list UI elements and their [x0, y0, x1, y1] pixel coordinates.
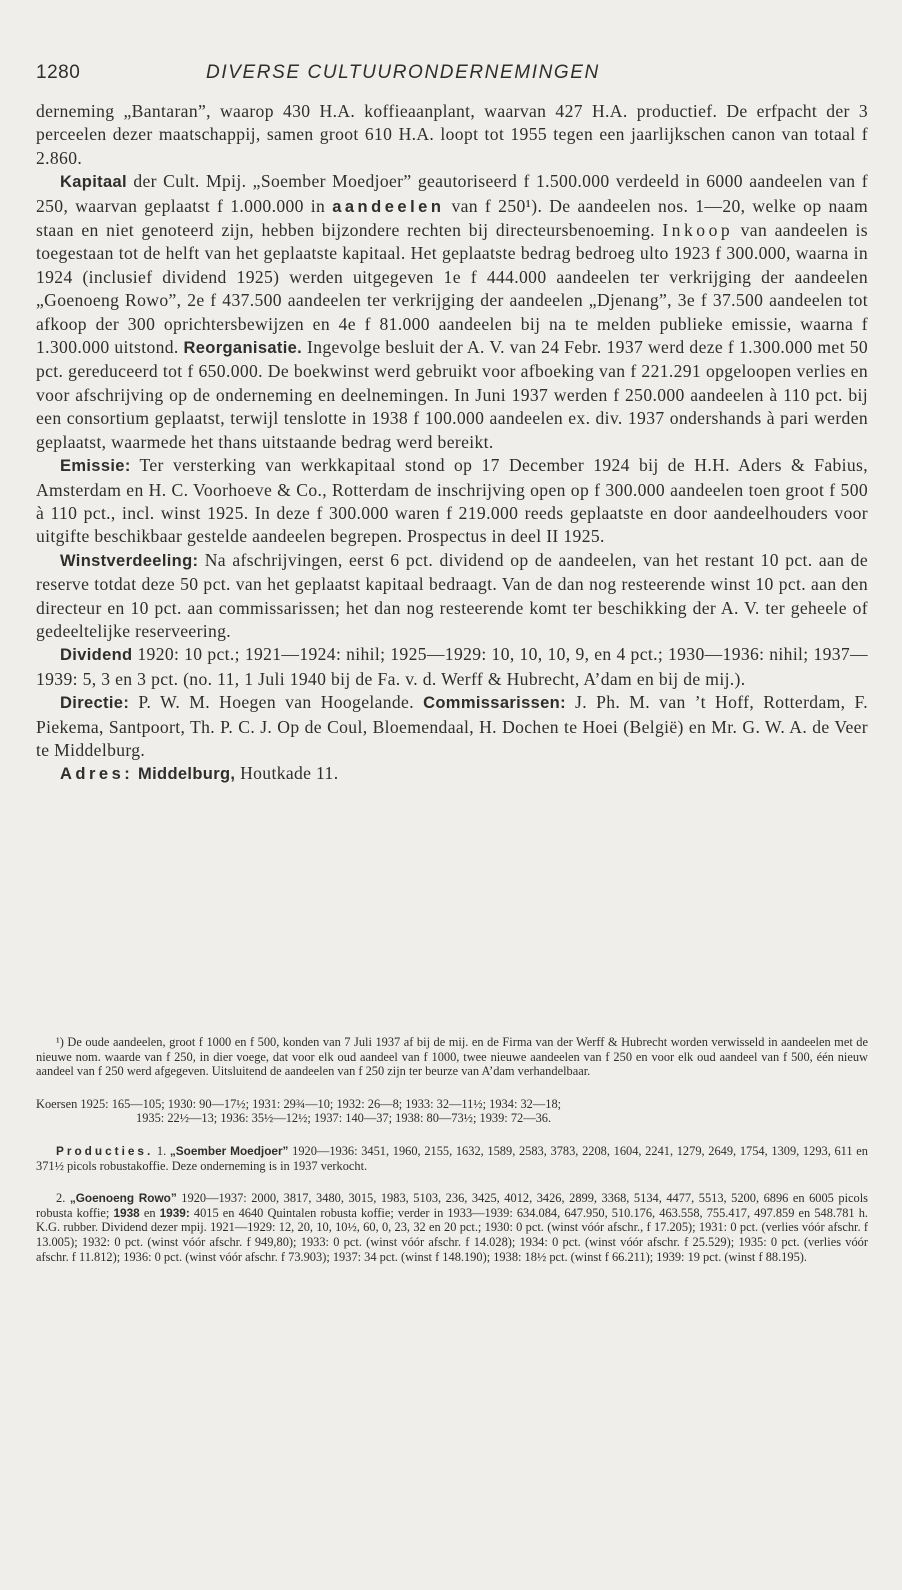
producties-2-num: 2. — [56, 1191, 70, 1206]
directie-text: P. W. M. Hoegen van Hoogelande. — [129, 692, 424, 713]
kapitaal-paragraph — [36, 170, 868, 454]
adres-city: Middelburg, — [138, 765, 236, 784]
kapitaal-text-1: der Cult. Mpij. „Soember Moedjoer” geautoriseerd f 1.500.000 verdeeld in 6000 aandeelen van f 250, waarvan geplaatst f 1.000.000 in — [36, 171, 868, 216]
adres-label: Adres: — [60, 765, 134, 784]
winst-text: Na afschrijvingen, eerst 6 pct. dividend op de aandeelen, van het restant 10 pct. aan de reserve totdat deze 50 pct. van het geplaatst kapitaal bedraagt. Van de dan nog resteerende winst 10 pct. aan den directeur en 10 pct. aan commissarissen; het dan nog resteerende komt ter beschikking der A. V. ter geheele of gedeeltelijke reserveering. — [36, 549, 868, 641]
koersen-block — [36, 1097, 868, 1126]
producties-1-name: „Soember Moedjoer” — [169, 1143, 289, 1158]
running-head: DIVERSE CULTUURONDERNEMINGEN — [206, 62, 600, 83]
producties-2-en: en — [139, 1205, 160, 1220]
emissie-paragraph — [36, 454, 868, 549]
page-number: 1280 — [36, 62, 81, 83]
directie-label: Directie: — [60, 694, 130, 713]
producties-2-text-a: 1920—1937: 2000, 3817, 3480, 3015, 1983, 5103, 236, 3425, 4012, 3426, 2899, 3368, 5134, 4477, 5513, 5200, 6896 en 6005 picols robusta koffie; — [36, 1191, 869, 1220]
dividend-label: Dividend — [60, 646, 133, 665]
producties-2-year-1939: 1939: — [159, 1205, 190, 1220]
producties-1-num: 1. — [153, 1143, 170, 1158]
kapitaal-text-2: van f 250¹). De aandeelen nos. 1—20, welke op naam staan en niet genoteerd zijn, hebben bijzondere rechten bij directeursbenoeming. — [36, 195, 869, 241]
emissie-label: Emissie: — [60, 457, 131, 476]
dividend-paragraph — [36, 643, 868, 691]
winst-label: Winstverdeeling: — [60, 551, 199, 570]
body-text — [36, 100, 868, 787]
kapitaal-text-4: Ingevolge besluit der A. V. van 24 Febr. 1937 werd deze f 1.300.000 met 50 pct. gereduceerd tot f 650.000. De boekwinst werd gebruikt voor afboeking van f 221.291 opgeloopen verlies en voor afschrijving op de onderneming en deelnemingen. In Juni 1937 werden f 250.000 aandeelen à 110 pct. bij een consortium geplaatst, terwijl tenslotte in 1938 f 100.000 aandeelen ex. div. 1937 ondershands à pari werden geplaatst, waarmede het thans uitstaande bedrag werd bereikt. — [36, 337, 868, 452]
footnote-1: ¹) De oude aandeelen, groot f 1000 en f 500, konden van 7 Juli 1937 af bij de mij. en de Firma van der Werff & Hubrecht worden verwisseld in aandeelen met de nieuwe nom. waarde van f 250, in dier voege, dat voor elk oud aandeel van f 1000, twee nieuwe aandeelen van f 250 en voor elk oud aandeel van f 500, één nieuw aandeel van f 250 werd afgegeven. Uitsluitend de aandeelen van f 250 zijn ter beurze van A’dam verhandelbaar. — [36, 1035, 868, 1079]
intro-paragraph: derneming „Bantaran”, waarop 430 H.A. koffieaanplant, waarvan 427 H.A. productief. De erfpacht der 3 perceelen dezer maatschappij, samen groot 610 H.A. loopt tot 1955 tegen een jaarlijkschen canon van totaal f 2.860. — [36, 101, 868, 168]
producties-label: Producties. — [56, 1143, 154, 1158]
aandeelen-spaced: aandeelen — [332, 197, 445, 216]
footnotes — [36, 1035, 868, 1282]
kapitaal-text-3: van aandeelen is toegestaan tot de helft van het geplaatste kapitaal. Het geplaatste bedrag bedroeg ulto 1923 f 300.000, waarna in 1924 (inclusief dividend 1925) werden uitgegeven 1e f 444.000 aandeelen ter verkrijging der aandeelen „Goenoeng Rowo”, 2e f 437.500 aandeelen ter verkrijging der aandeelen „Djenang”, 3e f 37.500 aandeelen tot afkoop der 300 oprichtersbewijzen en 4e f 81.000 aandeelen bij na te melden publieke emissie, waarna f 1.300.000 uitstond. — [36, 220, 868, 358]
dividend-text: 1920: 10 pct.; 1921—1924: nihil; 1925—1929: 10, 10, 10, 9, en 4 pct.; 1930—1936: nihil; 1937—1939: 5, 3 en 3 pct. (no. 11, 1 Juli 1940 bij de Fa. v. d. Werff & Hubrecht, A’dam en bij de mij.). — [36, 644, 868, 689]
producties-2-name: „Goenoeng Rowo” — [69, 1191, 177, 1206]
reorganisatie-label: Reorganisatie. — [183, 339, 303, 358]
producties-2-year-1938: 1938 — [113, 1205, 140, 1220]
commissarissen-text: J. Ph. M. van ’t Hoff, Rotterdam, F. Piekema, Santpoort, Th. P. C. J. Op de Coul, Bloemendaal, H. Dochen te Hoei (België) en Mr. G. W. A. de Veer te Middelburg. — [36, 692, 868, 760]
commissarissen-label: Commissarissen: — [423, 694, 566, 713]
directie-paragraph — [36, 691, 868, 762]
adres-text: Houtkade 11. — [235, 763, 339, 784]
producties-1-text: 1920—1936: 3451, 1960, 2155, 1632, 1589, 2583, 3783, 2208, 1604, 2241, 1279, 2649, 1754, 1309, 1293, 611 en 371½ picols robustakoffie. Deze onderneming is in 1937 verkocht. — [36, 1143, 868, 1173]
winst-paragraph — [36, 549, 868, 644]
adres-paragraph — [36, 762, 868, 786]
inkoop-spaced: Inkoop — [662, 220, 734, 241]
producties-2-text-b: 4015 en 4640 Quintalen robusta koffie; verder in 1933—1939: 634.084, 647.950, 510.176, 463.558, 755.417, 497.859 en 548.781 h. K.G. rubber. Dividend dezer mpij. 1921—1929: 12, 20, 10, 10½, 60, 0, 23, 32 en 20 pct.; 1930: 0 pct. (winst vóór afschr., f 17.205); 1931: 0 pct. (verlies vóór afschr. f 13.005); 1932: 0 pct. (winst vóór afschr. f 949,80); 1933: 0 pct. (winst vóór afschr. f 14.028); 1934: 0 pct. (winst vóór afschr. f 25.529); 1935: 0 pct. (verlies vóór afschr. f 11.812); 1936: 0 pct. (winst vóór afschr. f 73.903); 1937: 34 pct. (winst f 148.190); 1938: 18½ pct. (winst f 66.211); 1939: 19 pct. (winst f 88.195). — [36, 1205, 868, 1264]
page-header — [36, 62, 868, 90]
producties-2 — [36, 1191, 868, 1264]
koersen-line-2: 1935: 22½—13; 1936: 35½—12½; 1937: 140—37; 1938: 80—73½; 1939: 72—36. — [136, 1111, 552, 1126]
emissie-text: Ter versterking van werkkapitaal stond op 17 December 1924 bij de H.H. Aders & Fabius, Amsterdam en H. C. Voorhoeve & Co., Rotterdam de inschrijving open op f 300.000 aandeelen toen groot f 500 à 110 pct., incl. winst 1925. In deze f 300.000 waren f 219.000 reeds geplaatste en door aandeelhouders voor uitgifte beschikbaar gestelde aandeelen begrepen. Prospectus in deel II 1925. — [36, 455, 868, 547]
kapitaal-label: Kapitaal — [60, 173, 127, 192]
koersen-line-1: Koersen 1925: 165—105; 1930: 90—17½; 1931: 29¾—10; 1932: 26—8; 1933: 32—11½; 1934: 32—18; — [36, 1096, 562, 1111]
producties-1 — [36, 1144, 868, 1173]
